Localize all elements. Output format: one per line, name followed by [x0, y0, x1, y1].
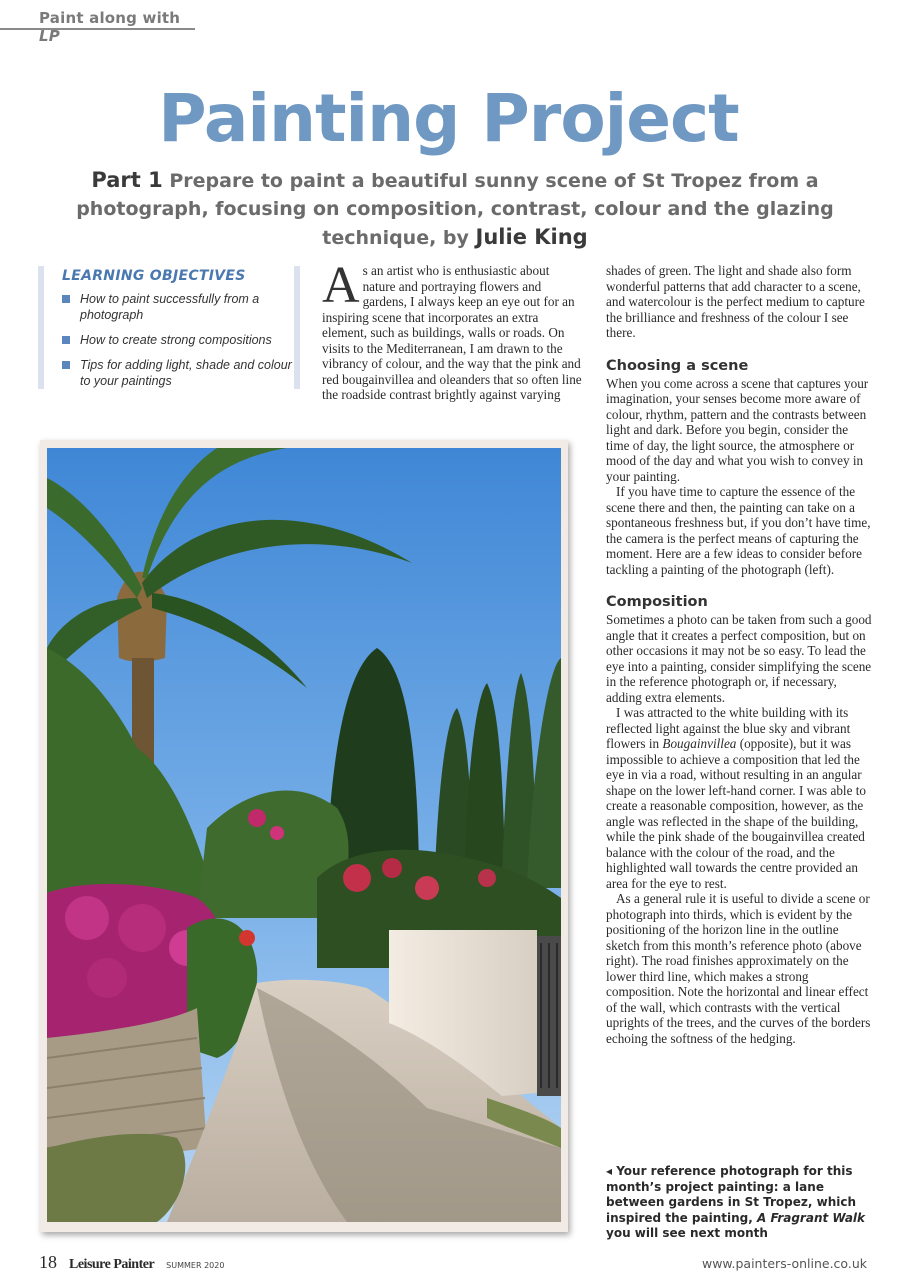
section-kicker	[0, 0, 195, 45]
objectives-heading: LEARNING OBJECTIVES	[62, 268, 246, 284]
reference-photo-frame	[40, 440, 568, 1232]
photo-caption	[606, 1164, 876, 1242]
objective-item	[62, 332, 294, 348]
article-column-1	[322, 257, 584, 403]
folio	[39, 1252, 224, 1272]
reference-photo	[47, 448, 561, 1222]
painting-title-bougainvillea: Bougainvillea	[662, 736, 737, 751]
objective-text: How to create strong compositions	[80, 333, 272, 347]
issue-label: SUMMER 2020	[166, 1261, 225, 1270]
body-text: I was attracted to the white building with its reflected light against the blue sky and vibrant flowers in	[606, 705, 851, 751]
standfirst-part: Part 1	[91, 168, 163, 192]
subheading-choosing-scene: Choosing a scene	[606, 357, 749, 374]
caption-tail: you will see next month	[606, 1226, 768, 1240]
painting-title: A Fragrant Walk	[756, 1210, 866, 1225]
website-url[interactable]: www.painters-online.co.uk	[701, 1256, 867, 1271]
body-paragraph: When you come across a scene that captures your imagination, your senses become more aware of colour, rhythm, pattern and the contrasts between light and dark. Before you begin, consider the time of day, the light source, the atmosphere or mood of the day and what you wish to convey in your painting.	[606, 375, 869, 484]
page-number: 18	[39, 1252, 57, 1272]
body-paragraph: Sometimes a photo can be taken from such a good angle that it creates a perfect composition, but on other occasions it may not be so easy. To lead the eye into a painting, consider simplifying the scene in the reference photograph or, if necessary, adding extra elements.	[606, 612, 872, 705]
caption-arrow-icon: ◂	[606, 1164, 613, 1178]
square-bullet-icon	[62, 295, 70, 303]
body-paragraph	[606, 705, 874, 891]
intro-continuation: shades of green. The light and shade also form wonderful patterns that add character to a scene, and watercolour is the perfect medium to capture the brilliance and freshness of the colour I see there.	[606, 263, 865, 340]
dry-grass	[47, 1134, 185, 1222]
article-column-2	[606, 263, 874, 1046]
body-paragraph: If you have time to capture the essence of the scene there and then, the painting can take on a spontaneous freshness but, if you don’t have time, the camera is the perfect means of capturing the moment. Here are a few ideas to consider before tackling a painting of the photograph (left).	[606, 484, 871, 577]
objectives-list	[62, 291, 294, 389]
objective-item	[62, 357, 294, 389]
learning-objectives-box	[38, 266, 300, 389]
magazine-logo: Leisure Painter	[69, 1257, 155, 1272]
kicker-prefix: Paint along with	[39, 9, 181, 27]
standfirst	[30, 166, 880, 252]
subheading-composition: Composition	[606, 594, 708, 610]
body-text: (opposite), but it was impossible to achieve a composition that led the eye in via a road, without resulting in an angular shape on the lower left-hand corner. I was able to create a reasonable composition, however, as the angle was reflected in the shape of the building, while the pink shade of the bougainvillea created balance with the colour of the road, and the highlighted wall towards the centre provided an area for the eye to rest.	[606, 736, 866, 891]
objective-text: Tips for adding light, shade and colour to your paintings	[80, 358, 292, 388]
intro-paragraph	[322, 257, 584, 403]
objective-item	[62, 291, 294, 323]
body-paragraph: As a general rule it is useful to divide a scene or photograph into thirds, which is evident by the positioning of the horizon line in the outline sketch from this month’s reference photo (above right). The road finishes approximately on the lower third line, which makes a strong composition. Note the horizontal and linear effect of the wall, which contrasts with the vertical uprights of the trees, and the curves of the borders echoing the softness of the hedging.	[606, 891, 871, 1046]
square-bullet-icon	[62, 336, 70, 344]
author-name: Julie King	[475, 225, 588, 249]
square-bullet-icon	[62, 361, 70, 369]
page-title: Painting Project	[158, 80, 739, 157]
standfirst-text: Prepare to paint a beautiful sunny scene of St Tropez from a photograph, focusing on composition, contrast, colour and the glazing technique, by	[76, 170, 834, 249]
objective-text: How to paint successfully from a photograph	[80, 292, 260, 322]
kicker-brand: LP	[39, 27, 60, 45]
caption-text: Your reference photograph for this month’s project painting: a lane between gardens in St Tropez, which inspired the painting,	[606, 1164, 857, 1225]
drop-cap: A	[322, 257, 360, 314]
intro-text: s an artist who is enthusiastic about nature and portraying flowers and gardens, I always keep an eye out for an inspiring scene that incorporates an extra element, such as buildings, walls or roads. On visits to the Mediterranean, I am drawn to the vibrancy of colour, and the way that the pink and red bougainvillea and oleanders that so often line the roadside contrast brightly against varying	[322, 263, 582, 402]
